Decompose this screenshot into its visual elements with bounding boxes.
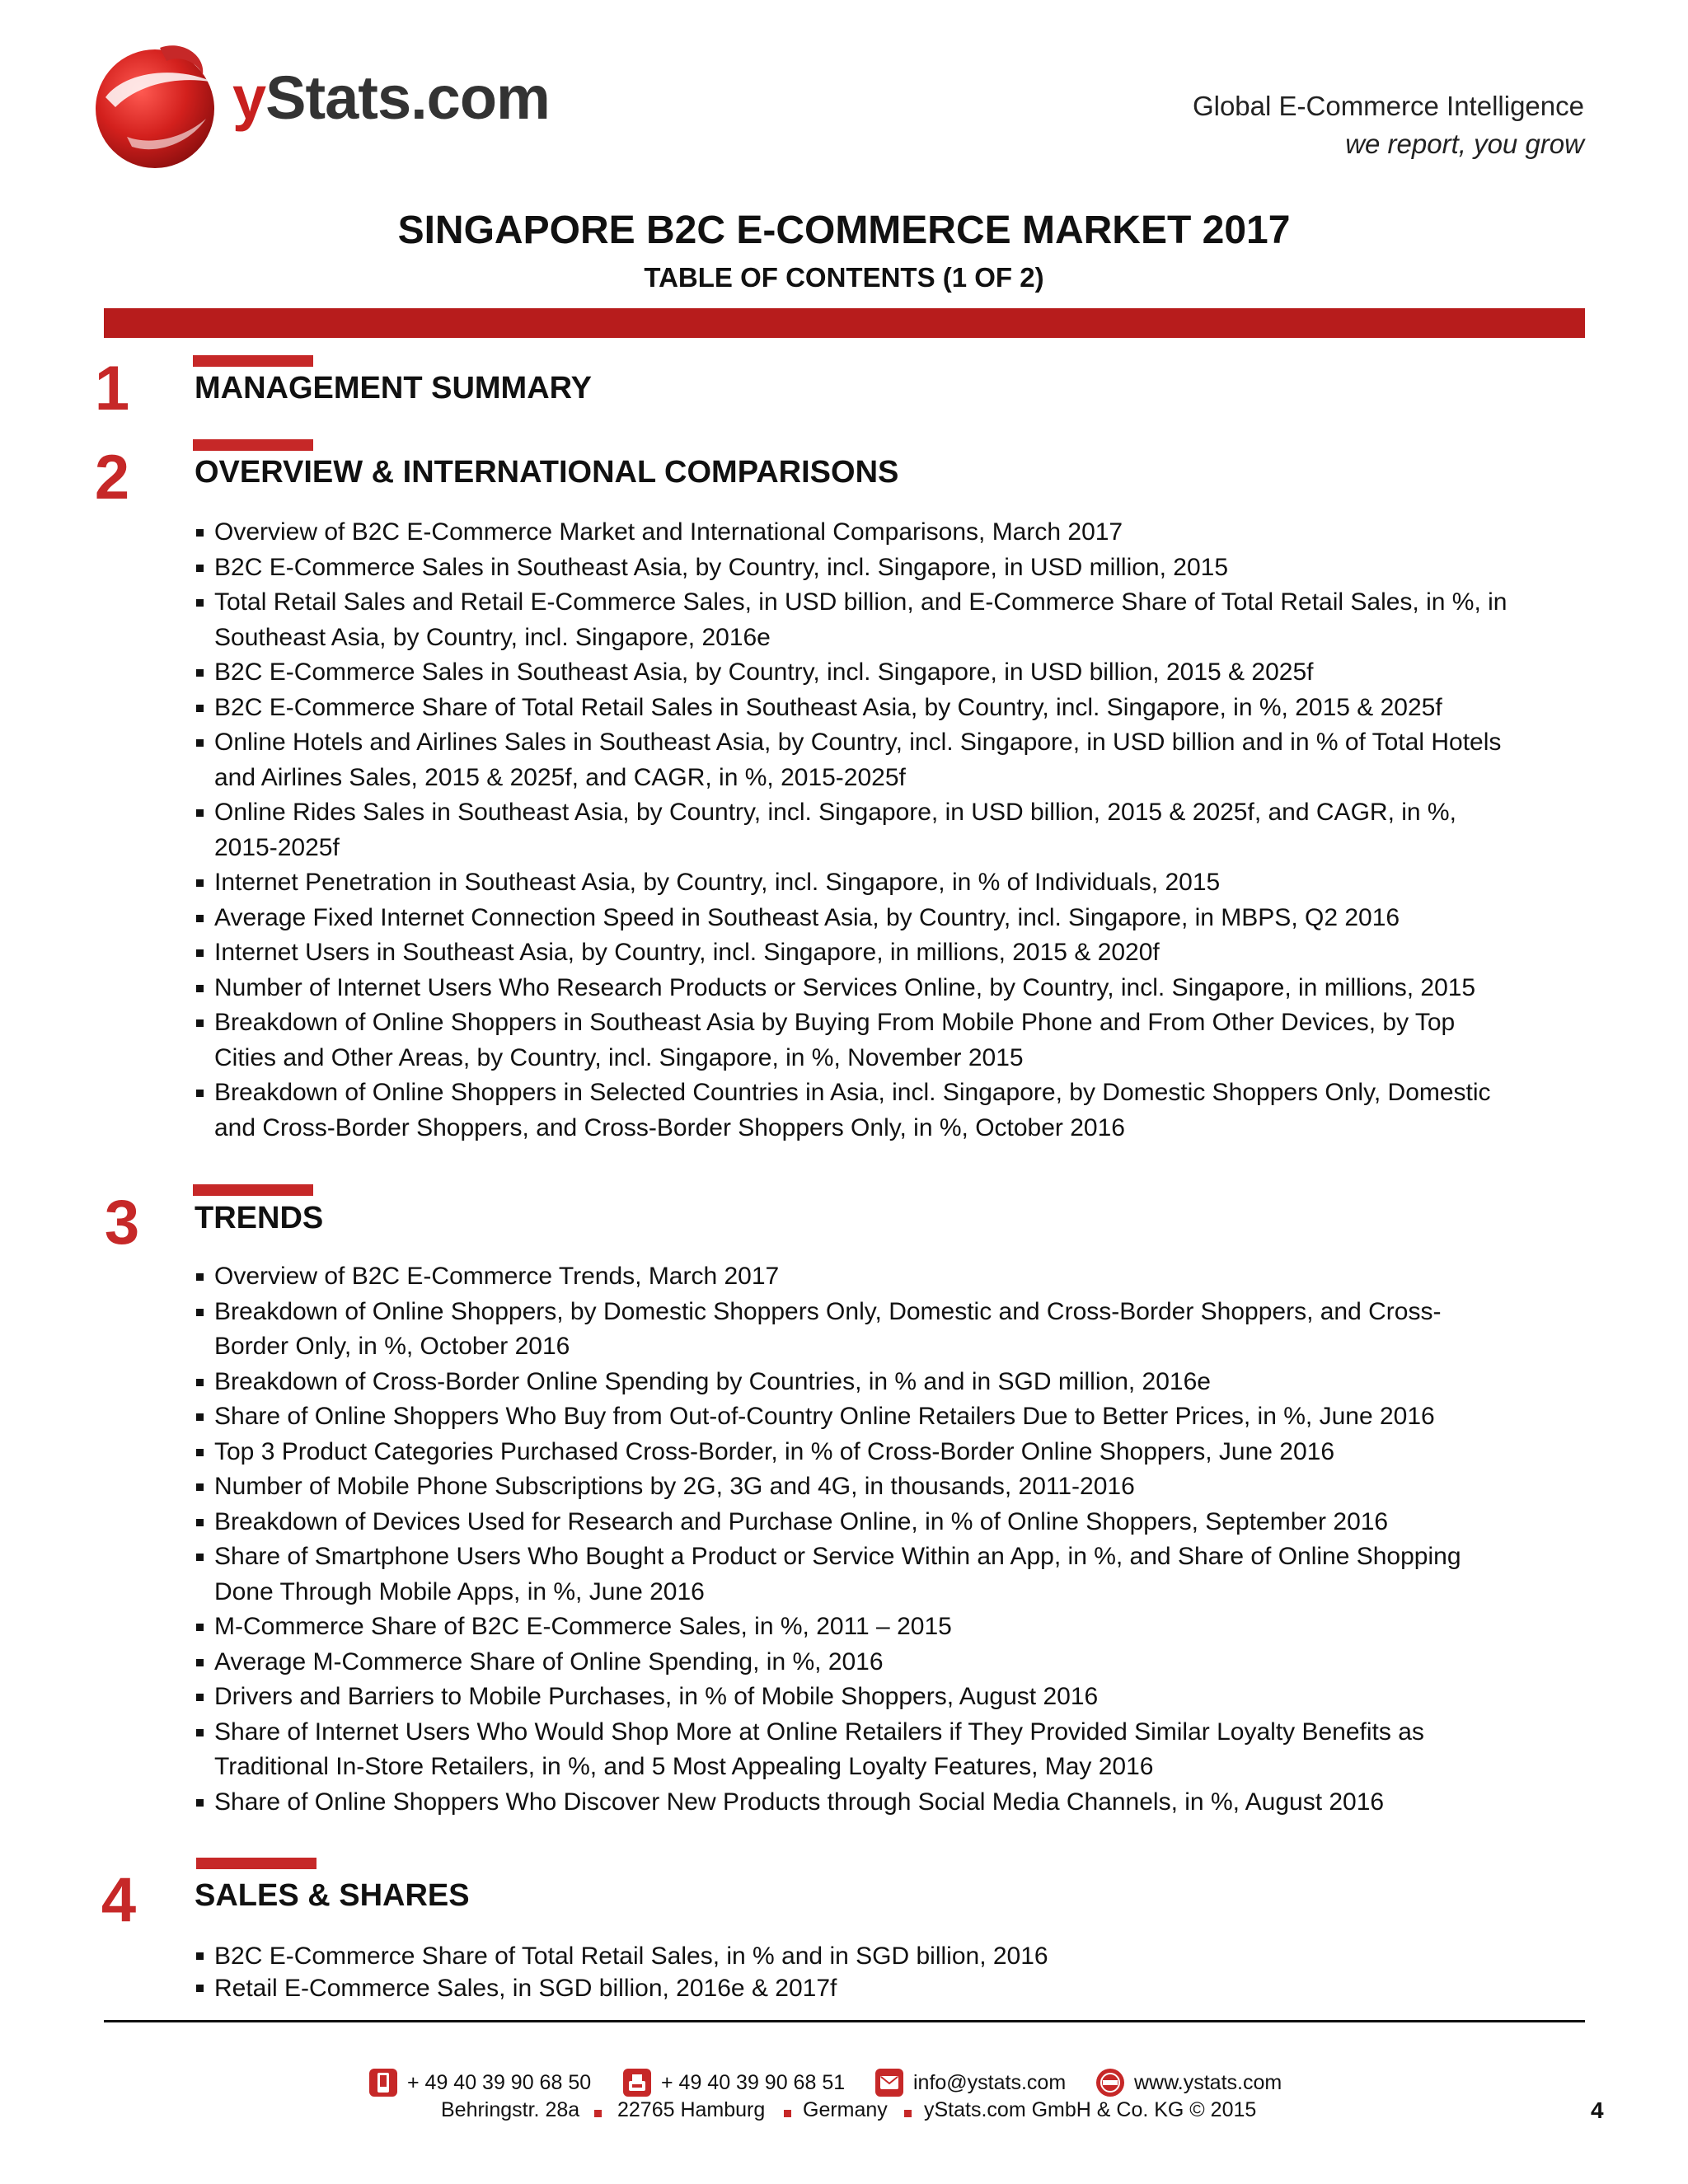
footer-phone-text: + 49 40 39 90 68 50	[407, 2070, 592, 2094]
toc-item[interactable]: Overview of B2C E-Commerce Market and International Comparisons, March 2017	[195, 515, 1513, 551]
toc-item[interactable]: Retail E-Commerce Sales, in SGD billion, 2016e & 2017f	[195, 1972, 1513, 2004]
ystats-wordmark: yStats.com	[232, 63, 550, 132]
tagline-line-2: we report, you grow	[1345, 129, 1584, 159]
section-number: 1	[94, 354, 130, 424]
toc-item[interactable]: M-Commerce Share of B2C E-Commerce Sales, in %, 2011 – 2015	[195, 1610, 1513, 1645]
section-number: 2	[94, 443, 130, 513]
toc-item[interactable]: Top 3 Product Categories Purchased Cross-Border, in % of Cross-Border Online Shoppers, June 2016	[195, 1435, 1513, 1470]
section-heading[interactable]: SALES & SHARES	[195, 1878, 470, 1913]
bullet-icon	[196, 985, 204, 992]
bullet-icon	[196, 599, 204, 607]
tagline	[1193, 87, 1584, 163]
toc-item[interactable]: B2C E-Commerce Sales in Southeast Asia, by Country, incl. Singapore, in USD billion, 2015 & 2025f	[195, 655, 1513, 691]
bullet-icon	[196, 1519, 204, 1526]
bullet-icon	[196, 1694, 204, 1701]
bullet-icon	[196, 1659, 204, 1666]
footer-phone[interactable]	[369, 2064, 591, 2101]
footer-email-text: info@ystats.com	[913, 2070, 1067, 2094]
toc-item[interactable]: Online Hotels and Airlines Sales in Southeast Asia, by Country, incl. Singapore, in USD billion and in % of Total Hotels and Airlines Sales, 2015 & 2025f, and CAGR, in %, 2015-2025f	[195, 725, 1513, 795]
address-street: Behringstr. 28a	[441, 2098, 580, 2121]
toc-item[interactable]: Breakdown of Online Shoppers in Selected Countries in Asia, incl. Singapore, by Domestic Shoppers Only, Domestic and Cross-Border Shoppers, and Cross-Border Shoppers Only, in %, October 2016	[195, 1076, 1513, 1146]
section-item-list	[195, 1259, 1513, 1820]
toc-item[interactable]: B2C E-Commerce Share of Total Retail Sales in Southeast Asia, by Country, incl. Singapore, in %, 2015 & 2025f	[195, 691, 1513, 726]
footer-website-text: www.ystats.com	[1134, 2070, 1282, 2094]
toc-item[interactable]: Number of Internet Users Who Research Products or Services Online, by Country, incl. Singapore, in millions, 2015	[195, 971, 1513, 1006]
footer-fax[interactable]	[623, 2064, 845, 2101]
section-accent-bar	[193, 439, 313, 451]
toc-item[interactable]: Share of Internet Users Who Would Shop More at Online Retailers if They Provided Similar Loyalty Benefits as Traditional In-Store Retailers, in %, and 5 Most Appealing Loyalty Features, May 2016	[195, 1715, 1513, 1785]
separator-square	[784, 2110, 791, 2117]
toc-item[interactable]: Overview of B2C E-Commerce Trends, March 2017	[195, 1259, 1513, 1295]
toc-item[interactable]: Share of Online Shoppers Who Discover New Products through Social Media Channels, in %, August 2016	[195, 1785, 1513, 1821]
toc-item[interactable]: B2C E-Commerce Share of Total Retail Sales, in % and in SGD billion, 2016	[195, 1940, 1513, 1972]
address-country: Germany	[803, 2098, 888, 2121]
bullet-icon	[196, 949, 204, 957]
section-number: 4	[101, 1865, 137, 1935]
toc-item[interactable]: Drivers and Barriers to Mobile Purchases, in % of Mobile Shoppers, August 2016	[195, 1680, 1513, 1715]
footer-rule	[104, 2020, 1585, 2022]
footer-contacts	[0, 2064, 1688, 2101]
toc-item[interactable]: Breakdown of Online Shoppers, by Domestic Shoppers Only, Domestic and Cross-Border Shoppers, and Cross-Border Only, in %, October 2016	[195, 1295, 1513, 1365]
toc-item[interactable]: Share of Smartphone Users Who Bought a Product or Service Within an App, in %, and Share of Online Shopping Done Through Mobile Apps, in %, June 2016	[195, 1540, 1513, 1610]
bullet-icon	[196, 809, 204, 817]
section-heading[interactable]: TRENDS	[195, 1201, 324, 1235]
bullet-icon	[196, 669, 204, 677]
tagline-line-1: Global E-Commerce Intelligence	[1192, 91, 1584, 121]
phone-icon	[369, 2069, 397, 2097]
footer-address	[0, 2098, 1688, 2128]
toc-item[interactable]: B2C E-Commerce Sales in Southeast Asia, by Country, incl. Singapore, in USD million, 2015	[195, 551, 1513, 586]
toc-item[interactable]: Internet Penetration in Southeast Asia, by Country, incl. Singapore, in % of Individuals, 2015	[195, 865, 1513, 901]
section-heading[interactable]: OVERVIEW & INTERNATIONAL COMPARISONS	[195, 455, 899, 490]
separator-square	[594, 2110, 602, 2117]
section-accent-bar	[193, 1184, 313, 1196]
bullet-icon	[196, 1799, 204, 1807]
section-heading[interactable]: MANAGEMENT SUMMARY	[195, 371, 593, 405]
bullet-icon	[196, 1985, 204, 1992]
section-accent-bar	[193, 355, 313, 367]
toc-item[interactable]: Breakdown of Devices Used for Research and Purchase Online, in % of Online Shoppers, September 2016	[195, 1505, 1513, 1540]
footer-website[interactable]	[1096, 2064, 1282, 2101]
document-title: SINGAPORE B2C E-COMMERCE MARKET 2017	[397, 209, 1291, 252]
bullet-icon	[196, 1729, 204, 1736]
toc-item[interactable]: Total Retail Sales and Retail E-Commerce Sales, in USD billion, and E-Commerce Share of Total Retail Sales, in %, in Southeast Asia, by Country, incl. Singapore, 2016e	[195, 585, 1513, 655]
bullet-icon	[196, 879, 204, 887]
bullet-icon	[196, 1483, 204, 1491]
section-number: 3	[104, 1188, 140, 1258]
document-subtitle: TABLE OF CONTENTS (1 OF 2)	[644, 262, 1044, 293]
toc-item[interactable]: Share of Online Shoppers Who Buy from Out-of-Country Online Retailers Due to Better Prices, in %, June 2016	[195, 1399, 1513, 1435]
bullet-icon	[196, 739, 204, 747]
bullet-icon	[196, 1090, 204, 1097]
bullet-icon	[196, 565, 204, 572]
page-number: 4	[1591, 2097, 1604, 2123]
bullet-icon	[196, 1952, 204, 1960]
toc-item[interactable]: Average Fixed Internet Connection Speed in Southeast Asia, by Country, incl. Singapore, in MBPS, Q2 2016	[195, 901, 1513, 936]
bullet-icon	[196, 1273, 204, 1281]
fax-icon	[623, 2069, 651, 2097]
toc-item[interactable]: Online Rides Sales in Southeast Asia, by Country, incl. Singapore, in USD billion, 2015 & 2025f, and CAGR, in %, 2015-2025f	[195, 795, 1513, 865]
toc-item[interactable]: Breakdown of Cross-Border Online Spending by Countries, in % and in SGD million, 2016e	[195, 1365, 1513, 1400]
bullet-icon	[196, 529, 204, 537]
toc-item[interactable]: Breakdown of Online Shoppers in Southeast Asia by Buying From Mobile Phone and From Other Devices, by Top Cities and Other Areas, by Country, incl. Singapore, in %, November 2015	[195, 1005, 1513, 1076]
toc-item[interactable]: Number of Mobile Phone Subscriptions by 2G, 3G and 4G, in thousands, 2011-2016	[195, 1469, 1513, 1505]
section-item-list	[195, 1940, 1513, 2004]
bullet-icon	[196, 1624, 204, 1631]
address-company: yStats.com GmbH & Co. KG © 2015	[924, 2098, 1257, 2121]
address-city: 22765 Hamburg	[617, 2098, 766, 2121]
bullet-icon	[196, 1019, 204, 1027]
bullet-icon	[196, 1449, 204, 1456]
footer-fax-text: + 49 40 39 90 68 51	[661, 2070, 846, 2094]
bullet-icon	[196, 705, 204, 712]
bullet-icon	[196, 1379, 204, 1386]
bullet-icon	[196, 915, 204, 922]
toc-item[interactable]: Internet Users in Southeast Asia, by Country, incl. Singapore, in millions, 2015 & 2020f	[195, 935, 1513, 971]
header-divider-band	[104, 308, 1585, 338]
toc-item[interactable]: Average M-Commerce Share of Online Spending, in %, 2016	[195, 1645, 1513, 1680]
bullet-icon	[196, 1309, 204, 1316]
section-accent-bar	[196, 1858, 316, 1869]
section-item-list	[195, 515, 1513, 1146]
bullet-icon	[196, 1554, 204, 1561]
footer-email[interactable]	[875, 2064, 1066, 2101]
www-icon	[1096, 2069, 1124, 2097]
ystats-globe-logo-icon	[91, 40, 223, 171]
email-icon	[875, 2069, 903, 2097]
ystats-logo[interactable]	[91, 40, 618, 171]
bullet-icon	[196, 1413, 204, 1421]
separator-square	[904, 2110, 912, 2117]
